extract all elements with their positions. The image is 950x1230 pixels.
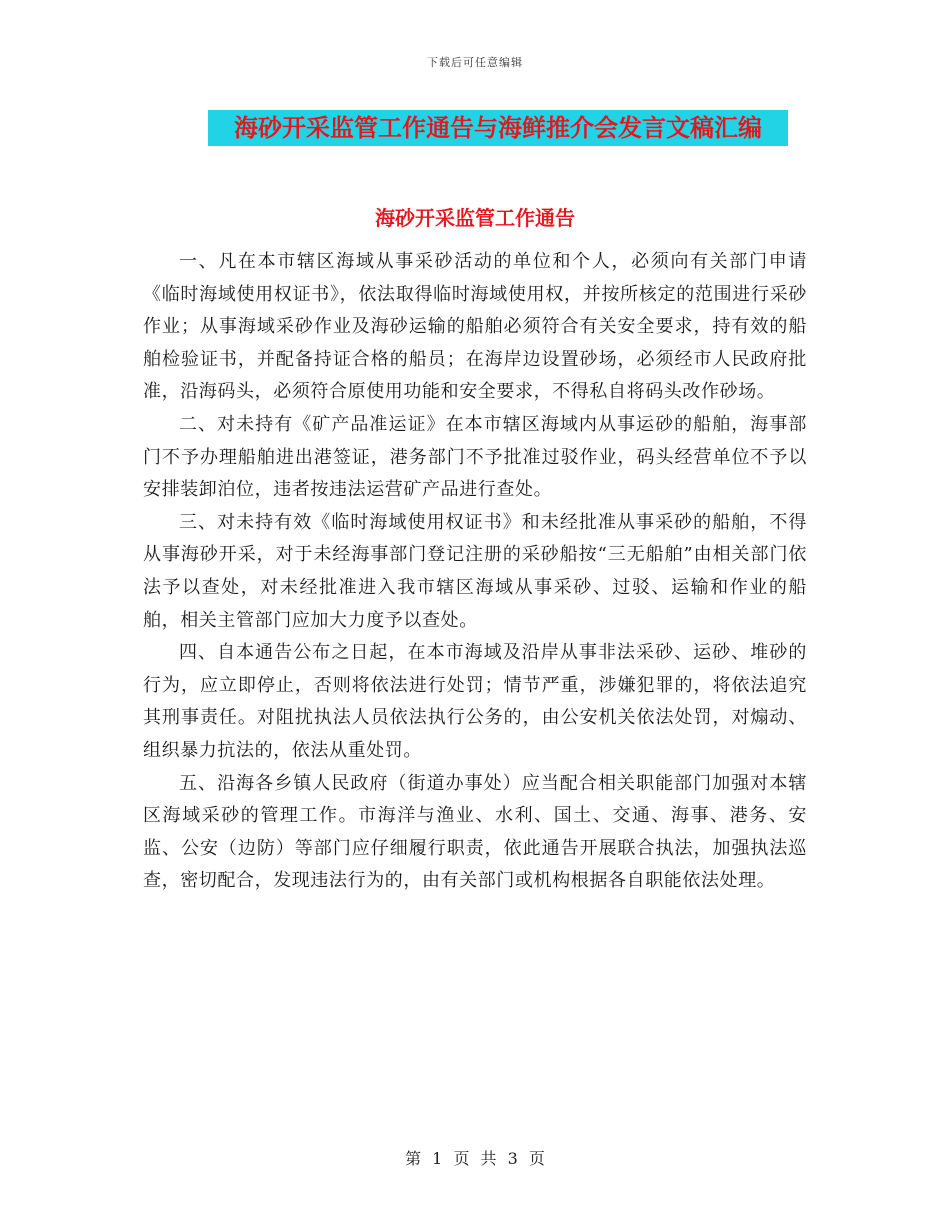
document-title: 海砂开采监管工作通告与海鲜推介会发言文稿汇编	[234, 114, 762, 142]
header-note: 下载后可任意编辑	[427, 56, 523, 69]
document-title-highlight	[208, 110, 788, 146]
paragraph-4: 四、自本通告公布之日起，在本市海域及沿岸从事非法采砂、运砂、堆砂的行为，应立即停止，否则将依法进行处罚；情节严重，涉嫌犯罪的，将依法追究其刑事责任。对阻扰执法人员依法执行公务的，由公安机关依法处罚，对煽动、组织暴力抗法的，依法从重处罚。	[143, 642, 807, 761]
paragraph-5: 五、沿海各乡镇人民政府（街道办事处）应当配合相关职能部门加强对本辖区海域采砂的管理工作。市海洋与渔业、水利、国土、交通、海事、港务、安监、公安（边防）等部门应仔细履行职责，依此通告开展联合执法，加强执法巡查，密切配合，发现违法行为的，由有关部门或机构根据各自职能依法处理。	[143, 772, 807, 892]
paragraph-1: 一、凡在本市辖区海域从事采砂活动的单位和个人，必须向有关部门申请《临时海域使用权证书》，依法取得临时海域使用权，并按所核定的范围进行采砂作业；从事海域采砂作业及海砂运输的船舶必须符合有关安全要求，持有效的船舶检验证书，并配备持证合格的船员；在海岸边设置砂场，必须经市人民政府批准，沿海码头，必须符合原使用功能和安全要求，不得私自将码头改作砂场。	[143, 251, 807, 403]
paragraph-2: 二、对未持有《矿产品准运证》在本市辖区海域内从事运砂的船舶，海事部门不予办理船舶进出港签证，港务部门不予批准过驳作业，码头经营单位不予以安排装卸泊位，违者按违法运营矿产品进行查处。	[143, 413, 807, 501]
section-title: 海砂开采监管工作通告	[375, 206, 575, 230]
document-body	[143, 246, 807, 898]
page-footer: 第 1 页 共 3 页	[405, 1149, 545, 1168]
paragraph-3: 三、对未持有效《临时海域使用权证书》和未经批准从事采砂的船舶，不得从事海砂开采，对于未经海事部门登记注册的采砂船按“三无船舶”由相关部门依法予以查处，对未经批准进入我市辖区海域从事采砂、过驳、运输和作业的船舶，相关主管部门应加大力度予以查处。	[143, 511, 807, 631]
